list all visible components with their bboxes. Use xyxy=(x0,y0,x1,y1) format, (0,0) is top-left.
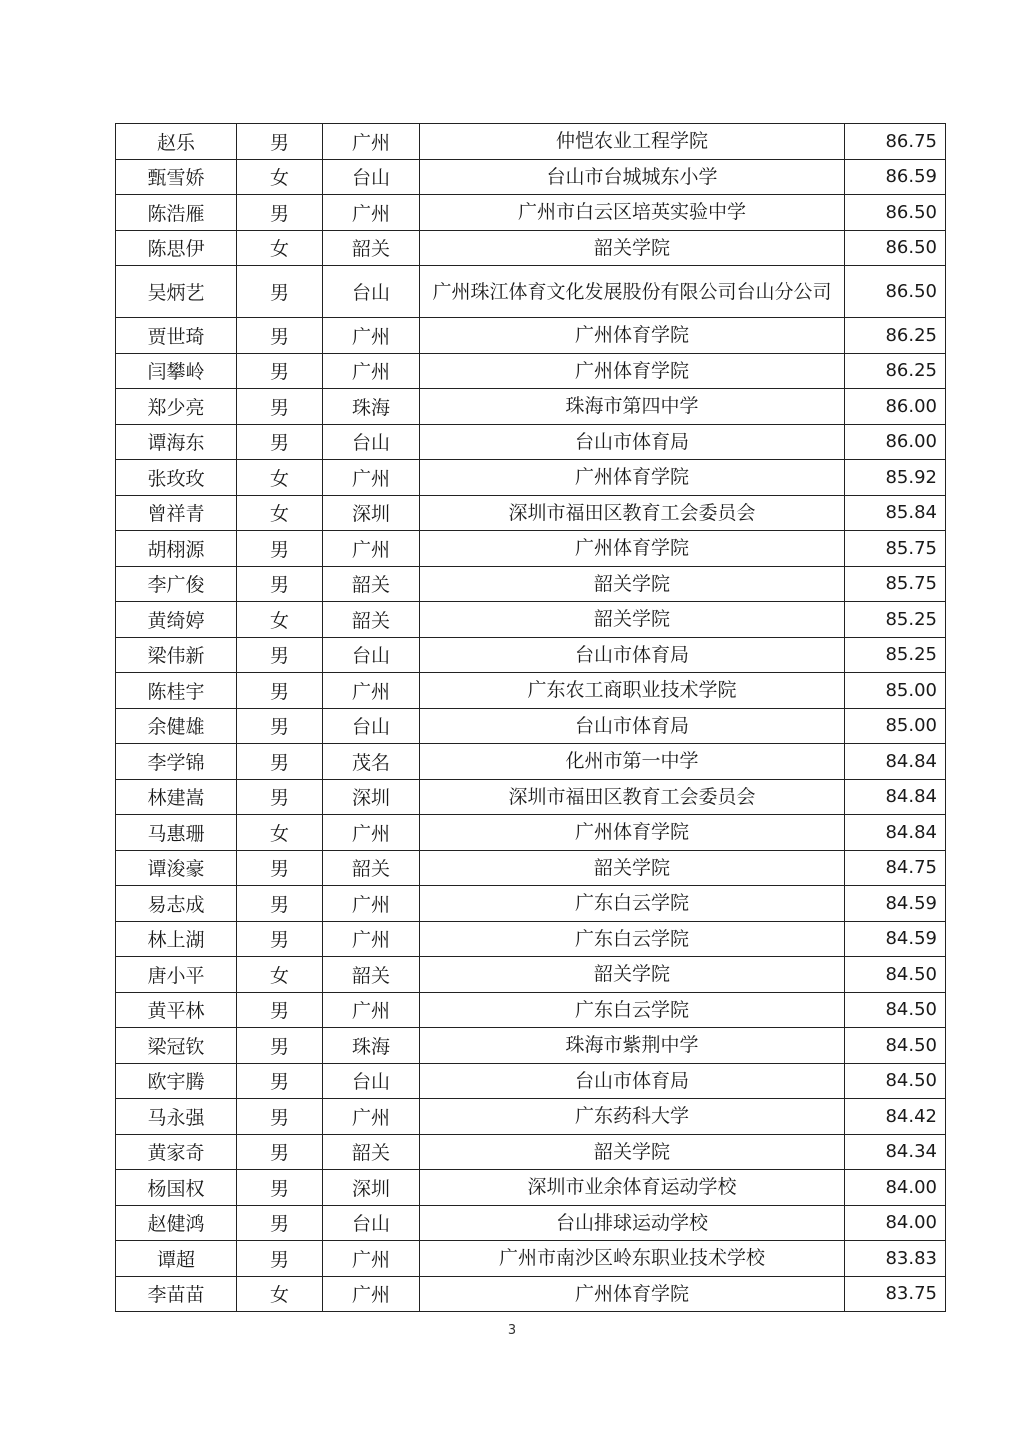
name-cell: 杨国权 xyxy=(116,1170,237,1206)
score-cell: 83.75 xyxy=(845,1276,946,1312)
name-cell: 马惠珊 xyxy=(116,815,237,851)
table-row xyxy=(116,1205,946,1241)
gender-cell: 男 xyxy=(237,424,323,460)
unit-cell: 广州体育学院 xyxy=(420,460,845,496)
city-cell: 广州 xyxy=(323,886,420,922)
name-cell: 余健雄 xyxy=(116,708,237,744)
gender-cell: 男 xyxy=(237,318,323,354)
city-cell: 广州 xyxy=(323,992,420,1028)
name-cell: 唐小平 xyxy=(116,957,237,993)
city-cell: 广州 xyxy=(323,318,420,354)
city-cell: 深圳 xyxy=(323,1170,420,1206)
table-row xyxy=(116,531,946,567)
table-row xyxy=(116,673,946,709)
unit-cell: 深圳市福田区教育工会委员会 xyxy=(420,495,845,531)
page-number: 3 xyxy=(507,1323,517,1338)
gender-cell: 女 xyxy=(237,602,323,638)
unit-cell: 韶关学院 xyxy=(420,566,845,602)
table-row xyxy=(116,779,946,815)
name-cell: 黄家奇 xyxy=(116,1134,237,1170)
table-row xyxy=(116,1099,946,1135)
city-cell: 广州 xyxy=(323,1099,420,1135)
table-row xyxy=(116,195,946,231)
gender-cell: 男 xyxy=(237,389,323,425)
name-cell: 黄绮婷 xyxy=(116,602,237,638)
unit-cell: 广东药科大学 xyxy=(420,1099,845,1135)
name-cell: 胡栩源 xyxy=(116,531,237,567)
gender-cell: 男 xyxy=(237,921,323,957)
gender-cell: 女 xyxy=(237,815,323,851)
table-row xyxy=(116,159,946,195)
score-cell: 84.84 xyxy=(845,779,946,815)
score-cell: 84.00 xyxy=(845,1205,946,1241)
unit-cell: 深圳市福田区教育工会委员会 xyxy=(420,779,845,815)
name-cell: 林上湖 xyxy=(116,921,237,957)
table-row xyxy=(116,495,946,531)
score-cell: 84.84 xyxy=(845,744,946,780)
city-cell: 珠海 xyxy=(323,1028,420,1064)
gender-cell: 男 xyxy=(237,531,323,567)
gender-cell: 男 xyxy=(237,195,323,231)
name-cell: 曾祥青 xyxy=(116,495,237,531)
table-row xyxy=(116,992,946,1028)
unit-cell: 台山排球运动学校 xyxy=(420,1205,845,1241)
table-row xyxy=(116,318,946,354)
unit-cell: 广州体育学院 xyxy=(420,318,845,354)
gender-cell: 男 xyxy=(237,353,323,389)
unit-cell: 广东农工商职业技术学院 xyxy=(420,673,845,709)
score-cell: 86.50 xyxy=(845,195,946,231)
name-cell: 梁冠钦 xyxy=(116,1028,237,1064)
city-cell: 韶关 xyxy=(323,850,420,886)
city-cell: 珠海 xyxy=(323,389,420,425)
gender-cell: 女 xyxy=(237,1276,323,1312)
score-cell: 86.75 xyxy=(845,124,946,160)
score-cell: 84.00 xyxy=(845,1170,946,1206)
unit-cell: 台山市体育局 xyxy=(420,424,845,460)
name-cell: 林建嵩 xyxy=(116,779,237,815)
name-cell: 甄雪娇 xyxy=(116,159,237,195)
score-cell: 84.50 xyxy=(845,1028,946,1064)
city-cell: 台山 xyxy=(323,637,420,673)
unit-cell: 仲恺农业工程学院 xyxy=(420,124,845,160)
score-cell: 83.83 xyxy=(845,1241,946,1277)
name-cell: 陈浩雁 xyxy=(116,195,237,231)
gender-cell: 男 xyxy=(237,673,323,709)
gender-cell: 男 xyxy=(237,1205,323,1241)
name-cell: 易志成 xyxy=(116,886,237,922)
gender-cell: 女 xyxy=(237,460,323,496)
name-cell: 黄平林 xyxy=(116,992,237,1028)
city-cell: 广州 xyxy=(323,921,420,957)
table-row xyxy=(116,1276,946,1312)
score-cell: 86.00 xyxy=(845,424,946,460)
gender-cell: 男 xyxy=(237,637,323,673)
gender-cell: 女 xyxy=(237,159,323,195)
unit-cell: 广州珠江体育文化发展股份有限公司台山分公司 xyxy=(420,266,845,318)
unit-cell: 韶关学院 xyxy=(420,850,845,886)
name-cell: 梁伟新 xyxy=(116,637,237,673)
table-row xyxy=(116,886,946,922)
city-cell: 韶关 xyxy=(323,230,420,266)
unit-cell: 广州体育学院 xyxy=(420,531,845,567)
city-cell: 广州 xyxy=(323,1276,420,1312)
city-cell: 韶关 xyxy=(323,566,420,602)
gender-cell: 女 xyxy=(237,495,323,531)
name-cell: 谭浚豪 xyxy=(116,850,237,886)
name-cell: 吴炳艺 xyxy=(116,266,237,318)
name-cell: 陈桂宇 xyxy=(116,673,237,709)
unit-cell: 广州体育学院 xyxy=(420,1276,845,1312)
score-cell: 86.25 xyxy=(845,353,946,389)
table-row xyxy=(116,389,946,425)
gender-cell: 男 xyxy=(237,779,323,815)
table-row xyxy=(116,744,946,780)
score-cell: 85.25 xyxy=(845,637,946,673)
table-row xyxy=(116,815,946,851)
name-cell: 贾世琦 xyxy=(116,318,237,354)
score-cell: 86.50 xyxy=(845,230,946,266)
table-row xyxy=(116,957,946,993)
unit-cell: 台山市体育局 xyxy=(420,637,845,673)
gender-cell: 男 xyxy=(237,886,323,922)
name-cell: 谭海东 xyxy=(116,424,237,460)
city-cell: 台山 xyxy=(323,708,420,744)
score-cell: 84.75 xyxy=(845,850,946,886)
city-cell: 广州 xyxy=(323,815,420,851)
score-cell: 86.59 xyxy=(845,159,946,195)
unit-cell: 韶关学院 xyxy=(420,1134,845,1170)
name-cell: 谭超 xyxy=(116,1241,237,1277)
city-cell: 深圳 xyxy=(323,495,420,531)
table-row xyxy=(116,124,946,160)
table-row xyxy=(116,460,946,496)
score-cell: 85.92 xyxy=(845,460,946,496)
table-row xyxy=(116,602,946,638)
city-cell: 茂名 xyxy=(323,744,420,780)
city-cell: 韶关 xyxy=(323,602,420,638)
table-row xyxy=(116,1134,946,1170)
name-cell: 赵乐 xyxy=(116,124,237,160)
score-cell: 85.84 xyxy=(845,495,946,531)
name-cell: 欧宇腾 xyxy=(116,1063,237,1099)
city-cell: 广州 xyxy=(323,1241,420,1277)
table-row xyxy=(116,424,946,460)
gender-cell: 男 xyxy=(237,850,323,886)
gender-cell: 男 xyxy=(237,744,323,780)
unit-cell: 广东白云学院 xyxy=(420,992,845,1028)
score-cell: 84.50 xyxy=(845,992,946,1028)
score-table-body xyxy=(116,124,946,1312)
unit-cell: 珠海市第四中学 xyxy=(420,389,845,425)
unit-cell: 珠海市紫荆中学 xyxy=(420,1028,845,1064)
table-row xyxy=(116,637,946,673)
name-cell: 李广俊 xyxy=(116,566,237,602)
score-cell: 85.75 xyxy=(845,531,946,567)
unit-cell: 韶关学院 xyxy=(420,602,845,638)
gender-cell: 男 xyxy=(237,1241,323,1277)
score-table xyxy=(115,123,946,1312)
city-cell: 台山 xyxy=(323,1205,420,1241)
score-cell: 85.00 xyxy=(845,673,946,709)
name-cell: 闫攀岭 xyxy=(116,353,237,389)
city-cell: 广州 xyxy=(323,195,420,231)
table-row xyxy=(116,266,946,318)
unit-cell: 台山市体育局 xyxy=(420,1063,845,1099)
score-cell: 86.25 xyxy=(845,318,946,354)
gender-cell: 男 xyxy=(237,708,323,744)
score-cell: 84.59 xyxy=(845,921,946,957)
table-row xyxy=(116,921,946,957)
gender-cell: 男 xyxy=(237,992,323,1028)
unit-cell: 广州市南沙区岭东职业技术学校 xyxy=(420,1241,845,1277)
score-cell: 86.50 xyxy=(845,266,946,318)
city-cell: 韶关 xyxy=(323,957,420,993)
name-cell: 陈思伊 xyxy=(116,230,237,266)
score-cell: 86.00 xyxy=(845,389,946,425)
city-cell: 台山 xyxy=(323,266,420,318)
score-cell: 84.42 xyxy=(845,1099,946,1135)
city-cell: 广州 xyxy=(323,124,420,160)
gender-cell: 男 xyxy=(237,266,323,318)
name-cell: 张玫玫 xyxy=(116,460,237,496)
unit-cell: 广州市白云区培英实验中学 xyxy=(420,195,845,231)
table-row xyxy=(116,1241,946,1277)
score-cell: 84.59 xyxy=(845,886,946,922)
unit-cell: 韶关学院 xyxy=(420,230,845,266)
gender-cell: 男 xyxy=(237,124,323,160)
gender-cell: 女 xyxy=(237,957,323,993)
city-cell: 广州 xyxy=(323,673,420,709)
table-row xyxy=(116,230,946,266)
score-cell: 84.84 xyxy=(845,815,946,851)
city-cell: 广州 xyxy=(323,460,420,496)
gender-cell: 男 xyxy=(237,1134,323,1170)
unit-cell: 广东白云学院 xyxy=(420,886,845,922)
city-cell: 台山 xyxy=(323,424,420,460)
city-cell: 台山 xyxy=(323,159,420,195)
table-row xyxy=(116,353,946,389)
unit-cell: 广州体育学院 xyxy=(420,815,845,851)
table-row xyxy=(116,566,946,602)
score-cell: 85.00 xyxy=(845,708,946,744)
city-cell: 台山 xyxy=(323,1063,420,1099)
score-cell: 85.25 xyxy=(845,602,946,638)
gender-cell: 男 xyxy=(237,1028,323,1064)
name-cell: 马永强 xyxy=(116,1099,237,1135)
unit-cell: 广州体育学院 xyxy=(420,353,845,389)
score-cell: 84.50 xyxy=(845,957,946,993)
city-cell: 深圳 xyxy=(323,779,420,815)
city-cell: 广州 xyxy=(323,353,420,389)
unit-cell: 台山市台城城东小学 xyxy=(420,159,845,195)
table-row xyxy=(116,1028,946,1064)
gender-cell: 女 xyxy=(237,230,323,266)
score-cell: 84.50 xyxy=(845,1063,946,1099)
table-row xyxy=(116,708,946,744)
table-row xyxy=(116,850,946,886)
name-cell: 李学锦 xyxy=(116,744,237,780)
city-cell: 韶关 xyxy=(323,1134,420,1170)
table-row xyxy=(116,1170,946,1206)
unit-cell: 化州市第一中学 xyxy=(420,744,845,780)
unit-cell: 台山市体育局 xyxy=(420,708,845,744)
score-cell: 84.34 xyxy=(845,1134,946,1170)
name-cell: 李苗苗 xyxy=(116,1276,237,1312)
unit-cell: 广东白云学院 xyxy=(420,921,845,957)
city-cell: 广州 xyxy=(323,531,420,567)
name-cell: 郑少亮 xyxy=(116,389,237,425)
unit-cell: 深圳市业余体育运动学校 xyxy=(420,1170,845,1206)
gender-cell: 男 xyxy=(237,1170,323,1206)
gender-cell: 男 xyxy=(237,566,323,602)
name-cell: 赵健鸿 xyxy=(116,1205,237,1241)
table-row xyxy=(116,1063,946,1099)
gender-cell: 男 xyxy=(237,1099,323,1135)
unit-cell: 韶关学院 xyxy=(420,957,845,993)
gender-cell: 男 xyxy=(237,1063,323,1099)
score-cell: 85.75 xyxy=(845,566,946,602)
